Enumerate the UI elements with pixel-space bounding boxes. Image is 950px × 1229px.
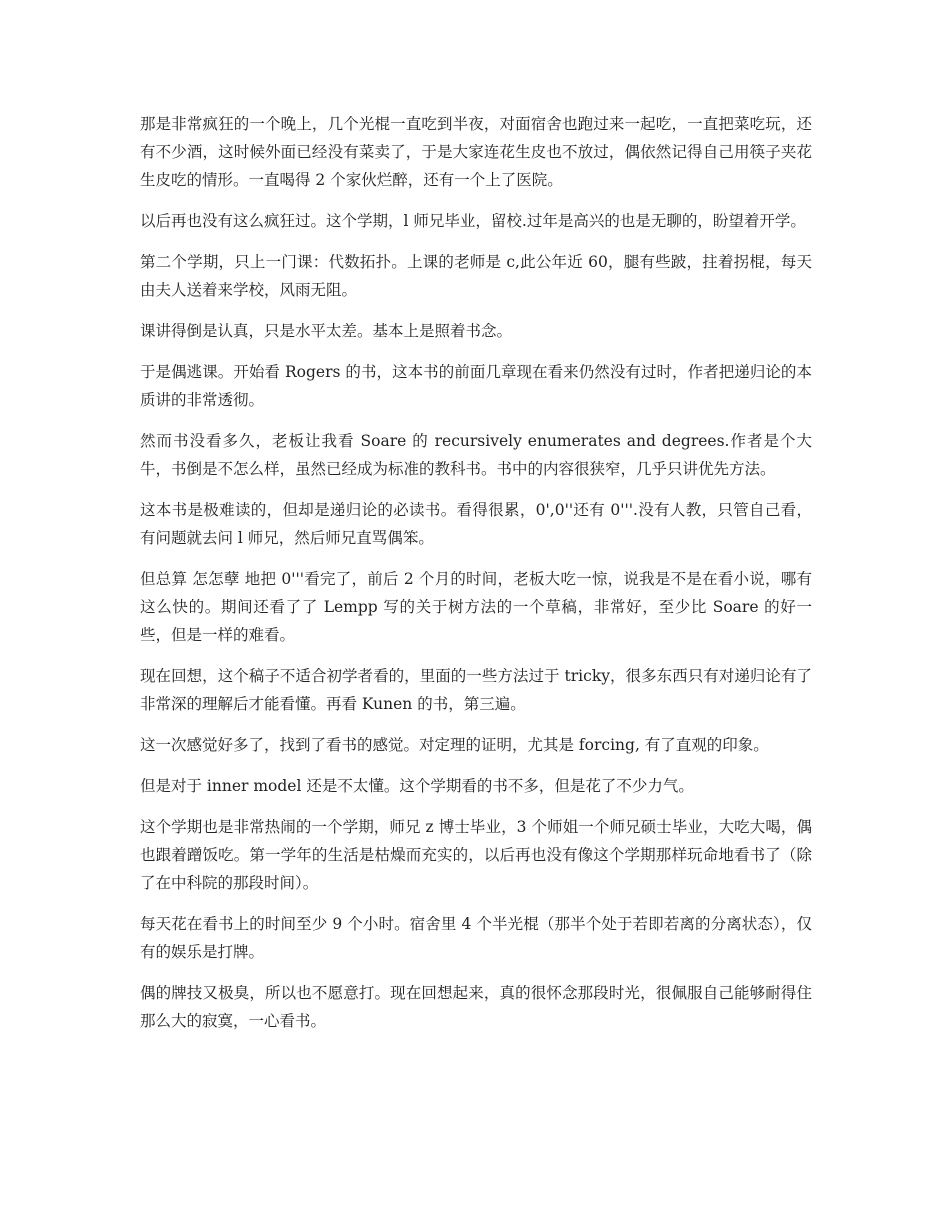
paragraph: 然而书没看多久，老板让我看 Soare 的 recursively enumerates and degrees.作者是个大牛，书倒是不怎么样，虽然已经成为标准的教科书。书中的内容很狭窄，几乎只讲优先方法。 <box>140 432 812 478</box>
paragraph: 这一次感觉好多了，找到了看书的感觉。对定理的证明，尤其是 forcing, 有了直观的印象。 <box>140 736 769 754</box>
paragraph: 但是对于 inner model 还是不太懂。这个学期看的书不多，但是花了不少力气。 <box>140 777 694 795</box>
paragraph: 第二个学期，只上一门课：代数拓扑。上课的老师是 c,此公年近 60，腿有些跛，拄着拐棍，每天由夫人送着来学校，风雨无阻。 <box>140 253 812 299</box>
paragraph: 以后再也没有这么疯狂过。这个学期，l 师兄毕业，留校.过年是高兴的也是无聊的，盼望着开学。 <box>140 212 806 230</box>
paragraph: 现在回想，这个稿子不适合初学者看的，里面的一些方法过于 tricky，很多东西只有对递归论有了非常深的理解后才能看懂。再看 Kunen 的书，第三遍。 <box>140 667 812 713</box>
paragraph: 于是偶逃课。开始看 Rogers 的书，这本书的前面几章现在看来仍然没有过时，作者把递归论的本质讲的非常透彻。 <box>140 363 812 409</box>
paragraph: 这本书是极难读的，但却是递归论的必读书。看得很累，0',0''还有 0'''.没有人教，只管自己看，有问题就去问 l 师兄，然后师兄直骂偶笨。 <box>140 501 812 547</box>
paragraph: 课讲得倒是认真，只是水平太差。基本上是照着书念。 <box>140 322 513 340</box>
paragraph: 偶的牌技又极臭，所以也不愿意打。现在回想起来，真的很怀念那段时光，很佩服自己能够耐得住那么大的寂寞，一心看书。 <box>140 984 812 1030</box>
paragraph: 这个学期也是非常热闹的一个学期，师兄 z 博士毕业，3 个师姐一个师兄硕士毕业，大吃大喝，偶也跟着蹭饭吃。第一学年的生活是枯燥而充实的，以后再也没有像这个学期那样玩命地看书了（除了在中科院的那段时间）。 <box>140 818 812 892</box>
paragraph: 但总算 怎怎孽 地把 0'''看完了，前后 2 个月的时间，老板大吃一惊，说我是不是在看小说，哪有这么快的。期间还看了了 Lempp 写的关于树方法的一个草稿，非常好，至少比 Soare 的好一些，但是一样的难看。 <box>140 570 812 644</box>
paragraph: 那是非常疯狂的一个晚上，几个光棍一直吃到半夜，对面宿舍也跑过来一起吃，一直把菜吃玩，还有不少酒，这时候外面已经没有菜卖了，于是大家连花生皮也不放过，偶依然记得自己用筷子夹花生皮吃的情形。一直喝得 2 个家伙烂醉，还有一个上了医院。 <box>140 115 812 189</box>
document-body <box>140 110 812 1048</box>
paragraph: 每天花在看书上的时间至少 9 个小时。宿舍里 4 个半光棍（那半个处于若即若离的分离状态），仅有的娱乐是打牌。 <box>140 915 812 961</box>
